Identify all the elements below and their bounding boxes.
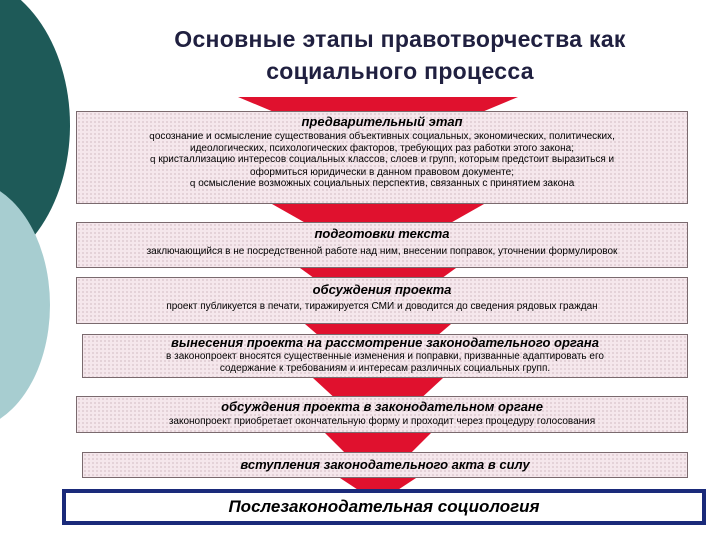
stage-heading: обсуждения проекта в законодательном органе xyxy=(221,399,543,414)
stage-description-line-2: содержание к требованиям и интересам различных социальных групп. xyxy=(219,363,551,374)
funnel-connector-6 xyxy=(325,433,431,452)
stage-heading: обсуждения проекта xyxy=(312,282,452,297)
stage-heading: подготовки текста xyxy=(314,226,450,241)
stage-heading: вступления законодательного акта в силу xyxy=(240,457,530,472)
final-stage-box: Послезаконодательная социология xyxy=(62,489,706,525)
checkbox-bullet-icon: q xyxy=(149,132,155,142)
funnel-connector-5 xyxy=(313,378,443,396)
funnel-connector-3 xyxy=(300,268,456,277)
stage-description: законопроект приобретает окончательную форму и проходит через процедуру голосования xyxy=(168,416,596,427)
stage-description: проект публикуется в печати, тиражируется СМИ и доводится до сведения рядовых граждан xyxy=(166,301,598,312)
item-text-line-1: осмысление возможных социальных перспектив, связанных с принятием закона xyxy=(195,177,575,189)
stage-heading: вынесения проекта на рассмотрение законодательного органа xyxy=(171,335,599,350)
stage-item xyxy=(77,154,687,177)
stage-description-line-1: в законопроект вносятся существенные изменения и поправки, призванные адаптировать его xyxy=(166,351,604,362)
funnel-connector-4 xyxy=(305,324,451,334)
stage-description: заключающийся в не посредственной работе над ним, внесении поправок, уточнении формулировок xyxy=(146,246,618,257)
stage-box-legislative-discussion xyxy=(76,396,688,433)
stage-box-text-preparation xyxy=(76,222,688,268)
funnel-connector-1 xyxy=(238,97,518,111)
funnel-connector-7 xyxy=(340,478,416,489)
item-text-line-2: оформиться юридически в данном правовом документе; xyxy=(250,166,514,178)
page-title-line-1: Основные этапы правотворчества как xyxy=(174,26,626,52)
stage-heading: предварительный этап xyxy=(301,114,463,129)
stage-box-legislative-submission xyxy=(82,334,688,378)
stage-box-entry-into-force xyxy=(82,452,688,478)
stage-item xyxy=(77,178,687,190)
page-title-line-2: социального процесса xyxy=(266,58,534,84)
item-text-line-2: идеологических, психологических факторов, требующих раз работки этого закона; xyxy=(190,143,574,155)
stage-box-preliminary xyxy=(76,111,688,204)
stage-item xyxy=(77,131,687,154)
funnel-connector-2 xyxy=(272,204,484,222)
checkbox-bullet-icon: q xyxy=(149,155,156,166)
item-text-line-1: осознание и осмысление существования объективных социальных, экономических, политических, xyxy=(154,131,615,142)
item-text-line-1: кристаллизацию интересов социальных классов, слоев и групп, которым предстоит выразиться и xyxy=(155,154,615,166)
checkbox-bullet-icon: q xyxy=(189,178,196,189)
stage-box-project-discussion xyxy=(76,277,688,324)
